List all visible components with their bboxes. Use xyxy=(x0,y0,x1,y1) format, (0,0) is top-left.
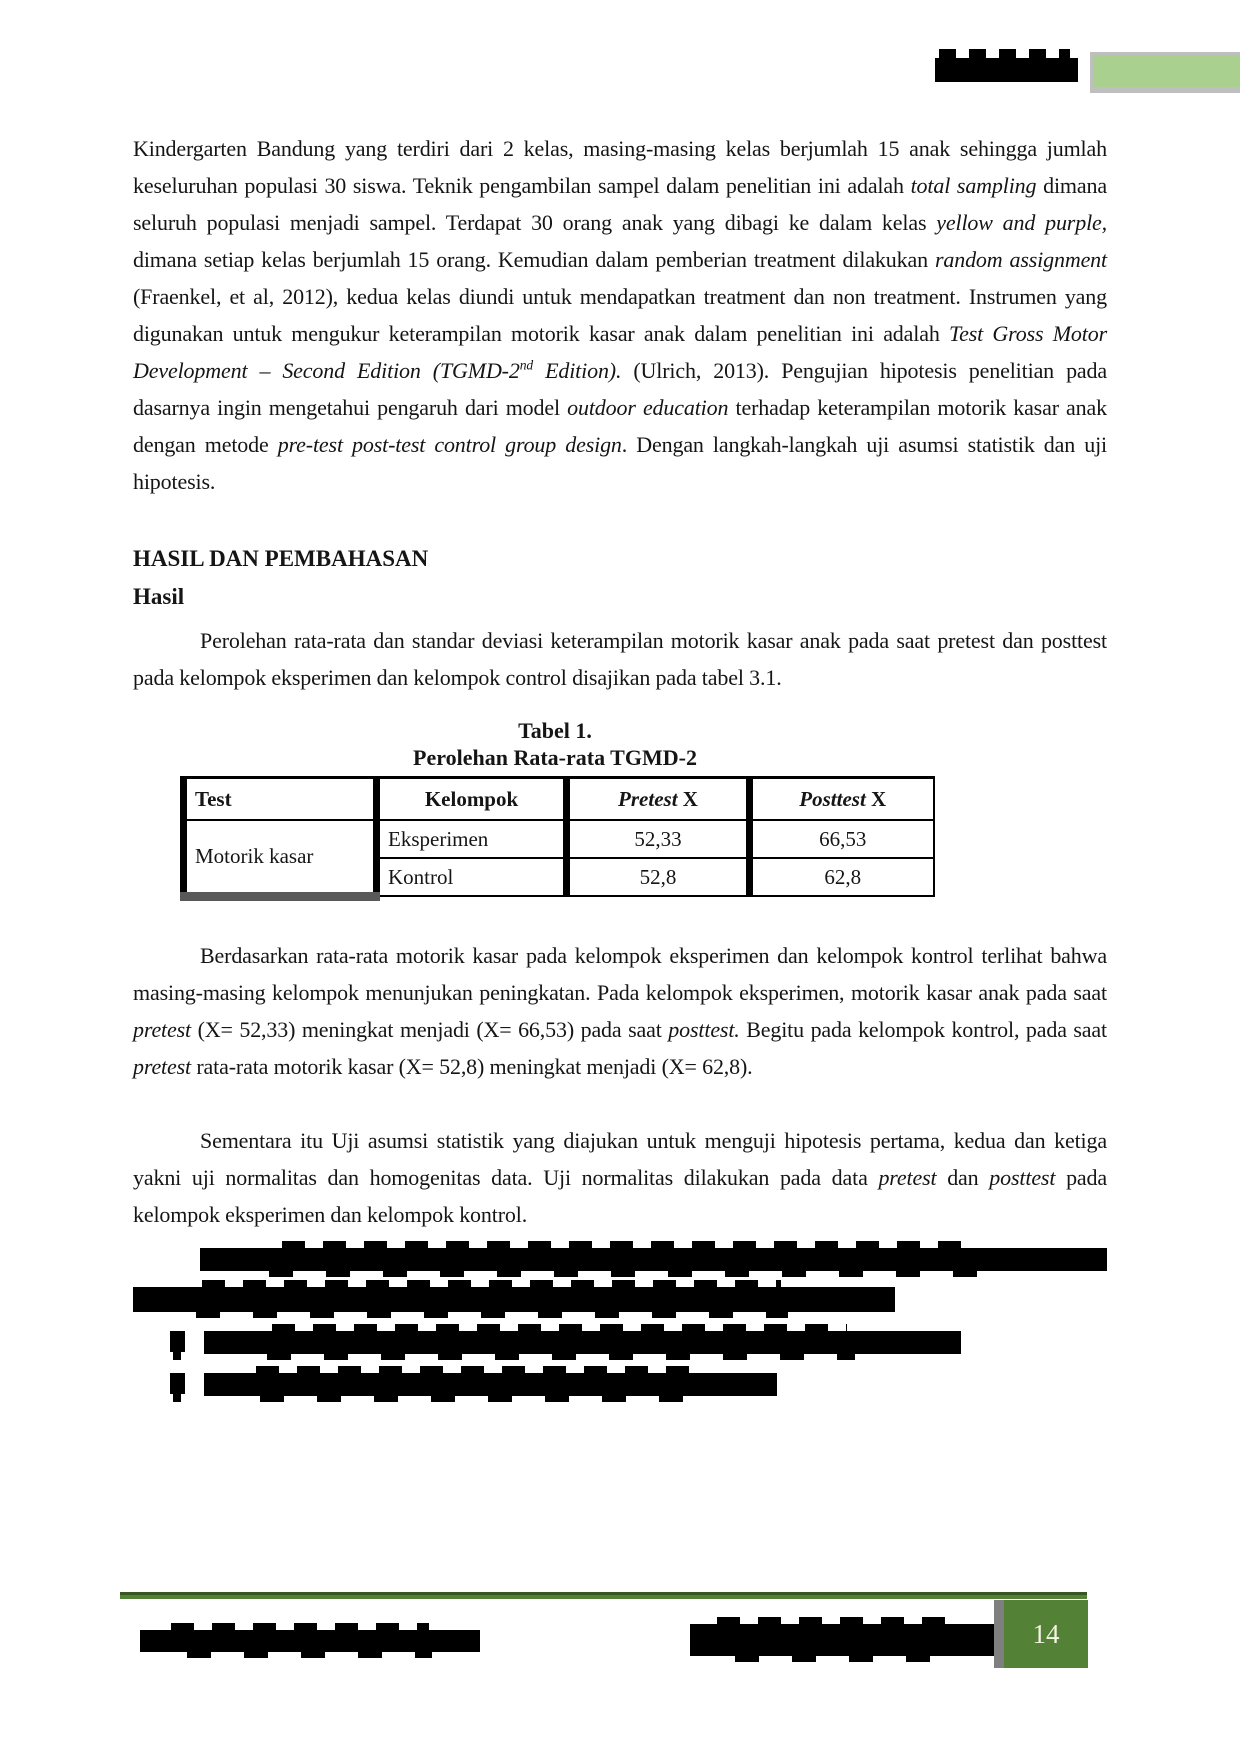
cell-kelompok-eksperimen: Eksperimen xyxy=(377,820,567,858)
header-posttest-x: X xyxy=(865,786,887,811)
header-green-box xyxy=(1090,52,1240,93)
table-row-eksperimen xyxy=(184,820,934,858)
header-pretest-label: Pretest xyxy=(618,786,678,811)
paragraph-uji-asumsi: Sementara itu Uji asumsi statistik yang diajukan untuk menguji hipotesis pertama, kedua dan ketiga yakni uji normalitas dan homogenitas data. Uji normalitas dilakukan pada data pretest dan posttest pada kelompok eksperimen dan kelompok kontrol. xyxy=(133,1127,1107,1227)
column-header-test xyxy=(184,778,377,821)
table-caption-number: Tabel 1. xyxy=(518,718,592,743)
column-header-pretest xyxy=(567,778,750,821)
page-number-box xyxy=(1004,1600,1088,1668)
page-number: 14 xyxy=(1032,1618,1060,1649)
redacted-footer-left-text xyxy=(140,1630,480,1652)
cell-kelompok-kontrol: Kontrol xyxy=(377,858,567,896)
header-test-label: Test xyxy=(195,786,232,811)
cell-pretest-eksperimen: 52,33 xyxy=(567,820,750,858)
redacted-list-item-1 xyxy=(133,1331,1107,1354)
table-caption-title: Perolehan Rata-rata TGMD-2 xyxy=(413,745,697,770)
redacted-list-marker-2 xyxy=(170,1373,185,1394)
table-caption xyxy=(180,717,930,771)
sub-heading-hasil: Hasil xyxy=(133,584,185,609)
cell-posttest-eksperimen: 66,53 xyxy=(750,820,934,858)
body-column xyxy=(133,130,1107,1396)
redacted-list-marker-1 xyxy=(170,1331,185,1352)
footer-divider-line xyxy=(120,1592,1087,1599)
header-posttest-label: Posttest xyxy=(799,786,866,811)
paragraph-table-discussion: Berdasarkan rata-rata motorik kasar pada kelompok eksperimen dan kelompok kontrol terlihat bahwa masing-masing kelompok menunjukan peningkatan. Pada kelompok eksperimen, motorik kasar anak pada saat pretest (X= 52,33) meningkat menjadi (X= 66,53) pada saat posttest. Begitu pada kelompok kontrol, pada saat pretest rata-rata motorik kasar (X= 52,8) meningkat menjadi (X= 62,8). xyxy=(133,942,1107,1079)
cell-pretest-kontrol: 52,8 xyxy=(567,858,750,896)
redacted-header-text xyxy=(935,58,1078,82)
header-pretest-x: X xyxy=(677,786,698,811)
redacted-paragraph-line-1 xyxy=(200,1248,1107,1271)
cell-posttest-kontrol: 62,8 xyxy=(750,858,934,896)
redacted-paragraph-line-2 xyxy=(133,1287,895,1312)
paragraph-method: Kindergarten Bandung yang terdiri dari 2 kelas, masing-masing kelas berjumlah 15 anak sehingga jumlah keseluruhan populasi 30 siswa. Teknik pengambilan sampel dalam penelitian ini adalah total sampling dimana seluruh populasi menjadi sampel. Terdapat 30 orang anak yang dibagi ke dalam kelas yellow and purple, dimana setiap kelas berjumlah 15 orang. Kemudian dalam pemberian treatment dilakukan random assignment (Fraenkel, et al, 2012), kedua kelas diundi untuk mendapatkan treatment dan non treatment. Instrumen yang digunakan untuk mengukur keterampilan motorik kasar anak dalam penelitian ini adalah Test Gross Motor Development – Second Edition (TGMD-2nd Edition). (Ulrich, 2013). Pengujian hipotesis penelitian pada dasarnya ingin mengetahui pengaruh dari model outdoor education terhadap keterampilan motorik kasar anak dengan metode pre-test post-test control group design. Dengan langkah-langkah uji asumsi statistik dan uji hipotesis. xyxy=(133,136,1107,494)
tgmd-results-table xyxy=(180,776,935,901)
page-number-box-shadow xyxy=(994,1600,1004,1668)
redacted-footer-journal-text xyxy=(690,1624,995,1656)
cell-test-name: Motorik kasar xyxy=(184,820,377,896)
header-kelompok-label: Kelompok xyxy=(424,786,519,811)
redacted-list-item-2 xyxy=(133,1373,1107,1396)
redacted-list-text-2 xyxy=(204,1373,777,1396)
column-header-posttest xyxy=(750,778,934,821)
redacted-list-text-1 xyxy=(204,1331,961,1354)
paragraph-hasil-intro: Perolehan rata-rata dan standar deviasi keterampilan motorik kasar anak pada saat pretest dan posttest pada kelompok eksperimen dan kelompok control disajikan pada tabel 3.1. xyxy=(133,628,1107,690)
column-header-kelompok xyxy=(377,778,567,821)
section-heading: HASIL DAN PEMBAHASAN xyxy=(133,546,429,571)
table-header-row xyxy=(184,778,934,821)
